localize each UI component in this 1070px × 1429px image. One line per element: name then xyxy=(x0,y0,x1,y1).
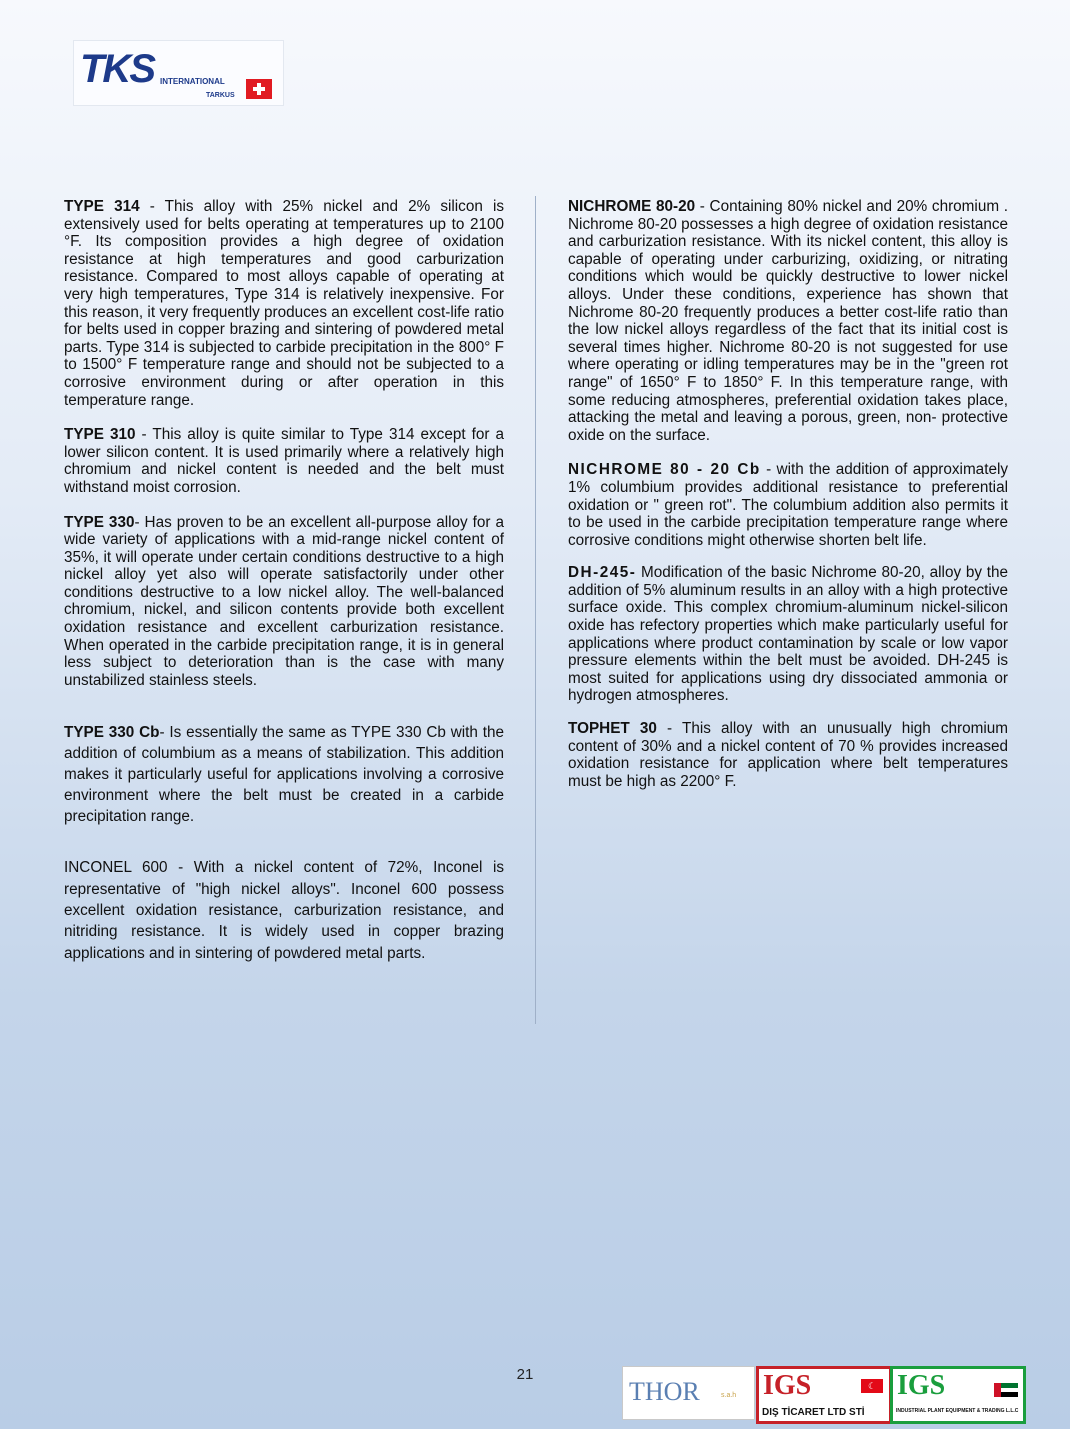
type310-title: TYPE 310 xyxy=(64,426,136,444)
type330-paragraph xyxy=(64,514,504,690)
dh245-paragraph xyxy=(568,564,1008,705)
company-logo xyxy=(73,40,284,106)
type310-text: - This alloy is quite similar to Type 314 except for a lower silicon content. It is used primarily where a relatively high chromium and nickel content is needed and the belt must withstand moist corrosion. xyxy=(64,426,504,496)
left-column xyxy=(64,198,504,964)
inconel-paragraph: INCONEL 600 - With a nickel content of 72%, Inconel is representative of "high nickel alloys". Inconel 600 possess excellent oxidation resistance, carburization resistance, and nitriding resistance. It is widely used in copper brazing applications and in sintering of powdered metal parts. xyxy=(64,859,504,962)
uae-flag-icon xyxy=(994,1383,1018,1397)
type310-paragraph xyxy=(64,426,504,496)
nichrome-cb-title: NICHROME 80 - 20 Cb xyxy=(568,461,761,479)
igs-uae-title: IGS xyxy=(897,1370,946,1401)
turkey-flag-icon: ☾ xyxy=(861,1379,883,1393)
type314-paragraph xyxy=(64,198,504,409)
page-number: 21 xyxy=(516,1366,534,1383)
nichrome-paragraph xyxy=(568,198,1008,444)
swiss-flag-icon xyxy=(246,79,272,99)
nichrome-cb-text: - with the addition of approximately 1% columbium provides additional resistance to preferential oxidation or " green rot". The columbium addition also permits it to be used in the carbide precipitation temperature range where corrosive conditions might otherwise shorten belt life. xyxy=(568,461,1008,549)
type330cb-paragraph xyxy=(64,722,504,827)
dh245-title: DH-245- xyxy=(568,564,637,582)
igs-uae-subtitle: INDUSTRIAL PLANT EQUIPMENT & TRADING L.L.C xyxy=(896,1408,1019,1414)
type330-title: TYPE 330 xyxy=(64,513,135,531)
igs-turkey-title: IGS xyxy=(763,1370,812,1401)
tophet-paragraph xyxy=(568,720,1008,790)
tophet-text: - This alloy with an unusually high chromium content of 30% and a nickel content of 70 % provides increased oxidation resistance for application where belt temperatures must be high as 2200° F. xyxy=(568,720,1008,790)
logo-mark: TKS xyxy=(80,47,154,91)
type330-text: - Has proven to be an excellent all-purpose alloy for a wide variety of applications with a mid-range nickel content of 35%, it will operate under certain conditions destructive to a high nickel alloy yet also will operate satisfactorily under other conditions destructive to a low nickel alloy. The well-balanced chromium, nickel, and silicon contents provide both excellent oxidation resistance and excellent carburization resistance. When operated in the carbide precipitation range, it is in general less subject to deterioration than is the case with many unstabilized stainless steels. xyxy=(64,513,504,689)
igs-turkey-logo xyxy=(756,1366,892,1424)
column-divider xyxy=(535,196,536,1024)
type314-text: - This alloy with 25% nickel and 2% silicon is extensively used for belts operating at temperatures up to 2100 °F. Its composition provides a high degree of oxidation resistance at high temperatures and good carburization resistance. Compared to most alloys capable of operating at very high temperatures, Type 314 is relatively inexpensive. For this reason, it very frequently produces an excellent cost-life ratio for belts used in copper brazing and sintering of powdered metal parts. Type 314 is subjected to carbide precipitation in the 800° F to 1500° F temperature range and should not be subjected to a corrosive environment during or after operation in this temperature range. xyxy=(64,198,504,409)
nichrome-text: - Containing 80% nickel and 20% chromium . Nichrome 80-20 possesses a high degree of oxidation resistance and carburization resistance. With its nickel content, this alloy is capable of operating under carburizing, oxidizing, or nitrating conditions which would be quickly destructive to lower nickel alloys. Under these conditions, experience has shown that Nichrome 80-20 frequently produces a better cost-life ratio than the low nickel alloys regardless of the fact that its initial cost is several times higher. Nichrome 80-20 is not suggested for use where operating or idling temperatures may be in the "green rot range" of 1650° F to 1850° F. In this temperature range, with some reducing atmospheres, preferential oxidation takes place, attacking the metal and leaving a porous, green, non- protective oxide on the surface. xyxy=(568,198,1009,444)
type330cb-text: - Is essentially the same as TYPE 330 Cb with the addition of columbium as a means of stabilization. This addition makes it particularly useful for applications involving a corrosive environment where the belt must be created in a carbide precipitation range. xyxy=(64,724,504,826)
logo-international: INTERNATIONAL xyxy=(160,77,225,86)
type330cb-title: TYPE 330 Cb xyxy=(64,724,160,742)
tophet-title: TOPHET 30 xyxy=(568,720,657,738)
igs-uae-logo xyxy=(890,1366,1026,1424)
nichrome-cb-paragraph xyxy=(568,461,1008,549)
thor-logo-text: THOR xyxy=(629,1377,700,1406)
thor-logo-suffix: s.a.h xyxy=(721,1392,737,1399)
thor-logo xyxy=(622,1366,755,1420)
dh245-text: Modification of the basic Nichrome 80-20, alloy by the addition of 5% aluminum results in an alloy with a high protective surface oxide. This complex chromium-aluminum nickel-silicon oxide has refectory properties which make particularly useful for applications where product contamination by scale or low vapor pressure elements within the belt must be avoided. DH-245 is most suited for applications using dry dissociated ammonia or hydrogen atmospheres. xyxy=(568,564,1008,705)
igs-turkey-subtitle: DIŞ TİCARET LTD STİ xyxy=(762,1407,865,1418)
nichrome-title: NICHROME 80-20 xyxy=(568,198,696,215)
logo-tarkus: TARKUS xyxy=(206,92,235,99)
type314-title: TYPE 314 xyxy=(64,198,140,215)
right-column xyxy=(568,198,1008,790)
